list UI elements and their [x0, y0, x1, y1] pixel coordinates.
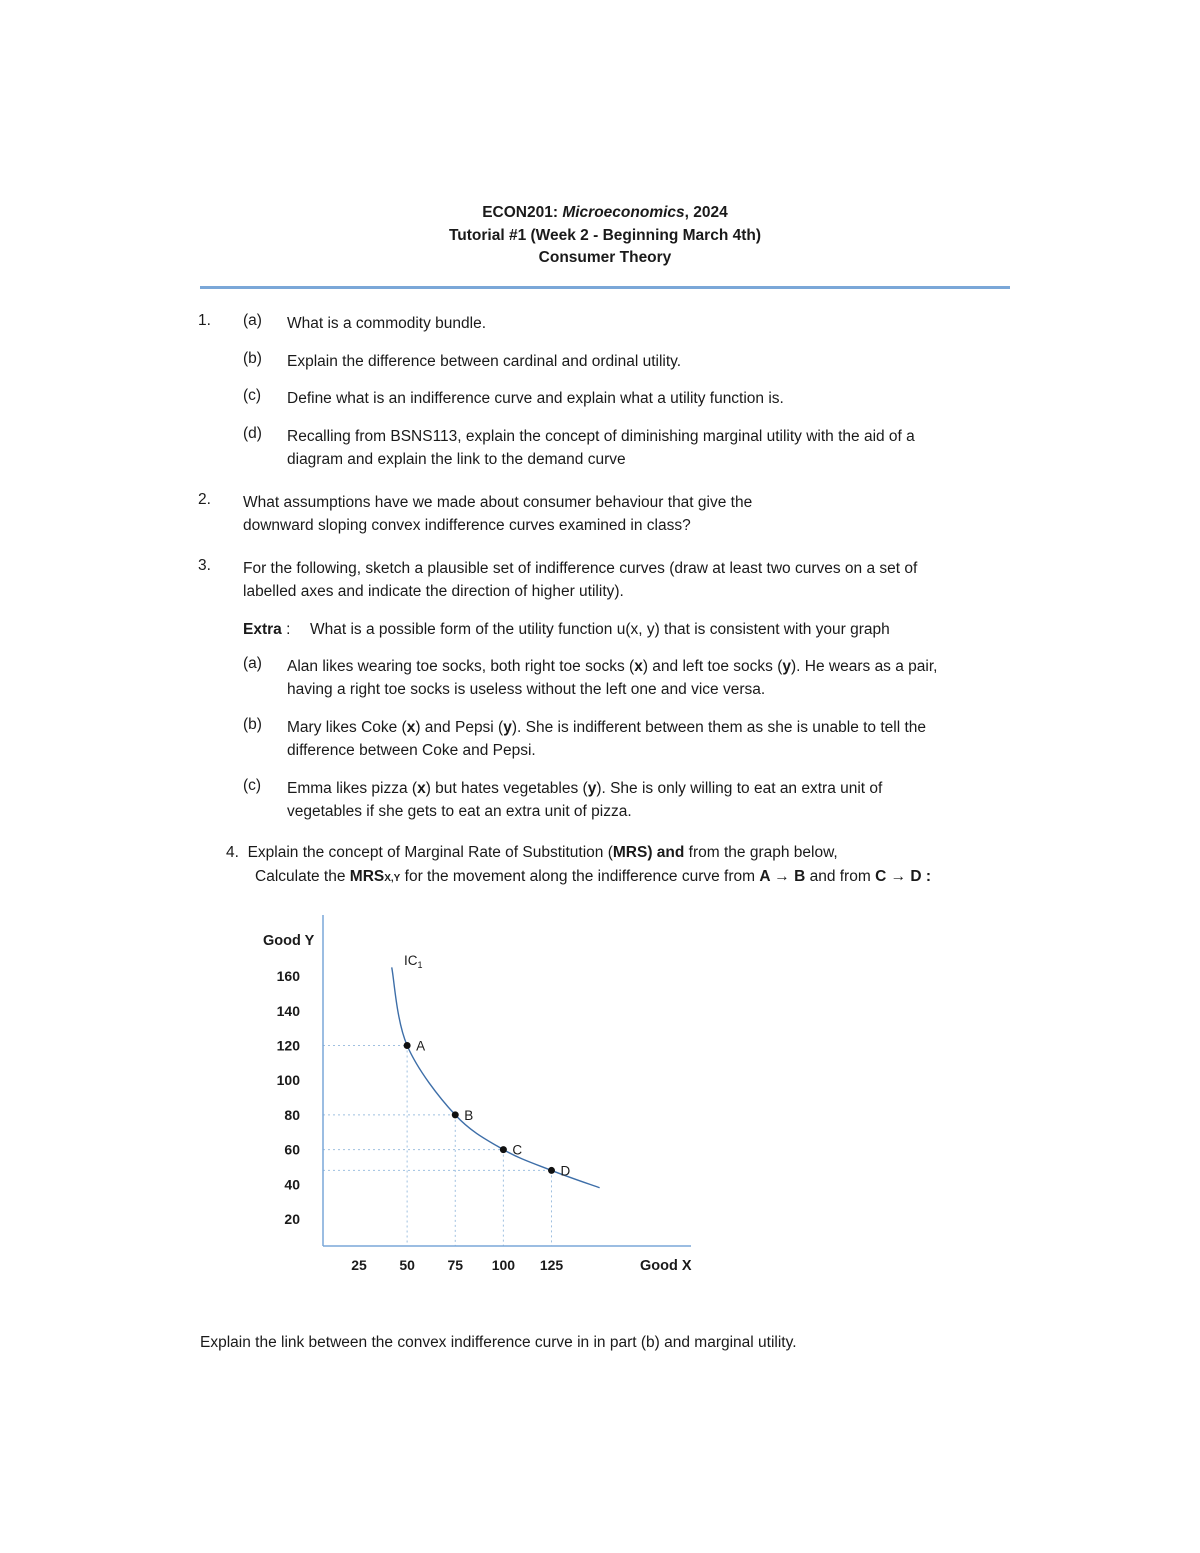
course-code: ECON201: [482, 204, 559, 221]
x-tick-labels [351, 1257, 563, 1273]
q3a-line-2: having a right toe socks is useless without the left one and vice versa. [287, 681, 766, 698]
y-tick-40: 40 [284, 1176, 300, 1193]
point-D [548, 1167, 555, 1174]
q1d-label: (d) [243, 425, 262, 442]
point-label-C: C [512, 1142, 523, 1158]
q3b-line-1: Mary likes Coke (x) and Pepsi (y). She is indifferent between them as she is unable to tell the [287, 719, 927, 736]
q1d-line-1: Recalling from BSNS113, explain the concept of diminishing marginal utility with the aid of a [287, 428, 915, 445]
q1b-text: Explain the difference between cardinal and ordinal utility. [287, 353, 682, 370]
q3a-label: (a) [243, 655, 262, 672]
x-tick-25: 25 [351, 1257, 367, 1273]
indifference-curve-ic1 [392, 967, 600, 1187]
q3-line-1: For the following, sketch a plausible set of indifference curves (draw at least two curves on a set of [243, 560, 918, 577]
q3a-line-1: Alan likes wearing toe socks, both right toe socks (x) and left toe socks (y). He wears as a pair, [287, 658, 938, 675]
q2-number: 2. [198, 491, 211, 508]
extra-separator: : [281, 621, 291, 638]
x-tick-100: 100 [491, 1257, 516, 1273]
extra-text: What is a possible form of the utility function u(x, y) that is consistent with your graph [310, 621, 890, 638]
y-tick-60: 60 [284, 1141, 300, 1158]
curve-points [404, 1039, 571, 1179]
x-axis-label: Good X [640, 1258, 692, 1274]
x-tick-75: 75 [447, 1257, 464, 1273]
q3c-line-1: Emma likes pizza (x) but hates vegetables (y). She is only willing to eat an extra unit of [287, 780, 883, 797]
topic-title: Consumer Theory [538, 249, 672, 266]
x-tick-125: 125 [539, 1257, 564, 1273]
point-label-A: A [416, 1038, 426, 1054]
q1c-label: (c) [243, 387, 262, 404]
q3c-label: (c) [243, 777, 262, 794]
q4-line-1: 4. Explain the concept of Marginal Rate of Substitution (MRS) and from the graph below, [226, 844, 838, 861]
y-tick-labels [277, 968, 301, 1227]
q1b-label: (b) [243, 350, 262, 367]
point-label-D: D [560, 1163, 571, 1179]
q4-line-2: Calculate the MRSX,Y for the movement along the indifference curve from A → B and from C → D : [255, 868, 932, 885]
x-tick-50: 50 [399, 1257, 415, 1273]
q1-number: 1. [198, 312, 211, 329]
extra-label: Extra [243, 621, 282, 638]
y-tick-120: 120 [276, 1037, 300, 1054]
y-tick-100: 100 [276, 1072, 300, 1089]
q1d-line-2: diagram and explain the link to the demand curve [287, 451, 626, 468]
q1a-label: (a) [243, 312, 262, 329]
y-axis-label: Good Y [263, 933, 315, 949]
y-tick-160: 160 [276, 968, 300, 985]
q1c-text: Define what is an indifference curve and explain what a utility function is. [287, 390, 784, 407]
point-B [452, 1111, 459, 1118]
q3b-label: (b) [243, 716, 262, 733]
q2-line-1: What assumptions have we made about consumer behaviour that give the [243, 494, 753, 511]
curve-label: $IC_1$ [404, 953, 423, 970]
point-C [500, 1146, 507, 1153]
point-label-B: B [464, 1107, 474, 1123]
q1a-text: What is a commodity bundle. [287, 315, 487, 332]
tutorial-title: Tutorial #1 (Week 2 - Beginning March 4th) [448, 226, 762, 244]
closing-question: Explain the link between the convex indifference curve in in part (b) and marginal utility. [200, 1334, 797, 1351]
y-tick-20: 20 [284, 1211, 300, 1227]
q3-number: 3. [198, 557, 211, 574]
y-tick-140: 140 [276, 1002, 300, 1019]
course-year: , 2024 [684, 204, 728, 221]
q4-number: 4. [226, 844, 239, 861]
y-tick-80: 80 [284, 1106, 300, 1123]
q3-line-2: labelled axes and indicate the direction of higher utility). [243, 583, 624, 600]
q2-line-2: downward sloping convex indifference curves examined in class? [243, 517, 691, 534]
course-name: Microeconomics [562, 204, 685, 221]
q3c-line-2: vegetables if she gets to eat an extra unit of pizza. [287, 803, 632, 820]
point-A [404, 1042, 411, 1049]
q3b-line-2: difference between Coke and Pepsi. [287, 742, 536, 759]
